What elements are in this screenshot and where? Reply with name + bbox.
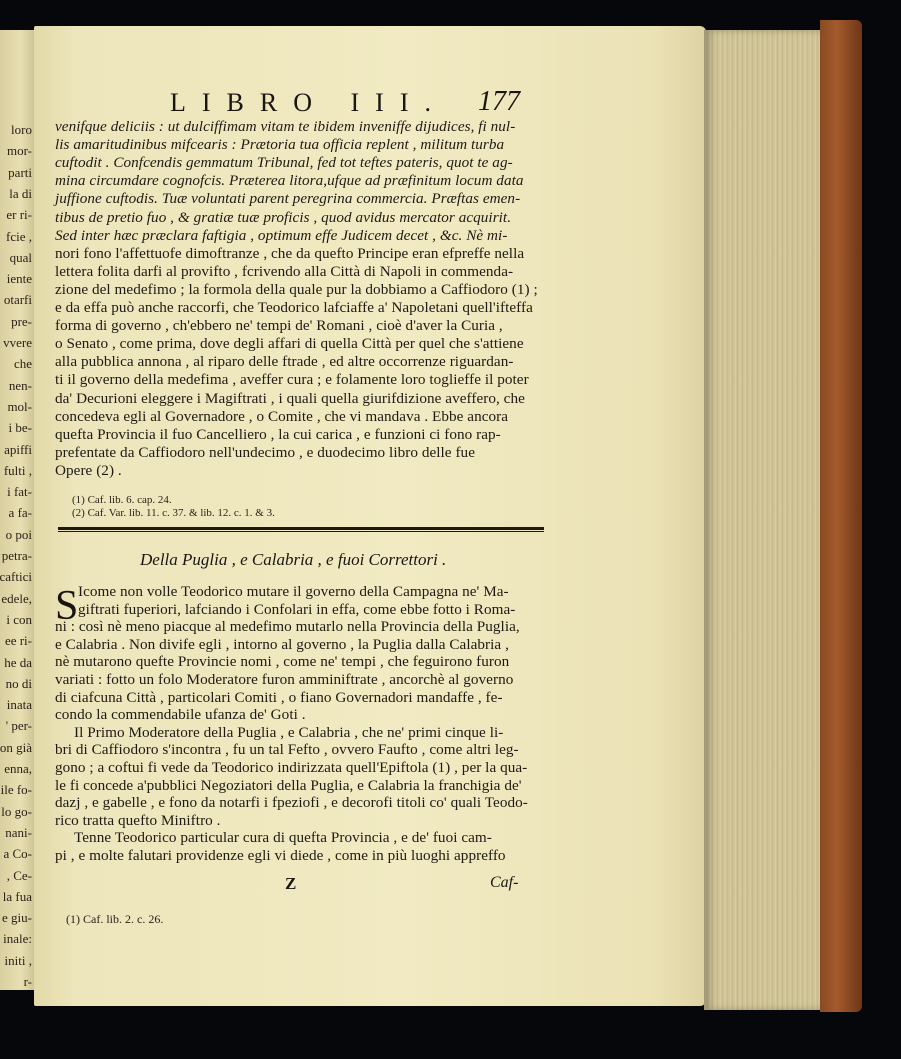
left-facing-page xyxy=(0,30,34,990)
text-line: Sed inter hæc præclara faftigia , optimum effe Judicem decet , &c. Nè mi- xyxy=(55,226,508,244)
section-rule xyxy=(58,527,544,530)
page-number: 177 xyxy=(478,86,520,117)
text-line: le fi concede a'pubblici Negoziatori della Puglia, e Calabria la franchigia de' xyxy=(55,776,522,794)
left-page-fragment: i con xyxy=(6,611,32,627)
page-edges xyxy=(704,30,824,1010)
left-page-fragment: , Ce- xyxy=(6,867,32,883)
text-line: o Senato , come prima, dove degli affari di quella Città per quel che s'attiene xyxy=(55,335,524,353)
text-line: bri di Caffiodoro s'incontra , fu un tal Fefto , ovvero Faufto , come altri leg- xyxy=(55,741,519,759)
left-page-fragment: la di xyxy=(9,185,32,201)
text-line: venifque deliciis : ut dulciffimam vitam te ibidem inveniffe dijudices, fi nul- xyxy=(55,118,516,135)
text-line: Il Primo Moderatore della Puglia , e Calabria , che ne' primi cinque li- xyxy=(74,723,504,741)
text-line: prefentate da Caffiodoro nell'undecimo , e duodecimo libro delle fue xyxy=(55,443,475,461)
text-line: giftrati fuperiori, lafciando i Confolari in effa, come ebbe fotto i Roma- xyxy=(78,600,516,618)
left-page-fragment: a fa- xyxy=(8,505,32,521)
text-line: pi , e molte falutari providenze egli vi diede , come in più luoghi appreffo xyxy=(55,847,506,864)
left-page-fragment: r- xyxy=(23,974,32,989)
text-line: tibus de pretio fuo , & gratiæ tuæ proficis , quod avidus mercator acquirit. xyxy=(55,208,512,226)
left-page-fragment: enna, xyxy=(4,761,32,776)
left-page-fragment: che xyxy=(13,356,32,372)
text-line: zione del medefimo ; la formola della quale pur la dobbiamo a Caffiodoro (1) ; xyxy=(55,280,538,298)
signature-mark: Z xyxy=(285,874,297,893)
left-page-fragment: mor- xyxy=(6,143,32,159)
left-page-fragment: mol- xyxy=(7,398,32,414)
text-line: e Calabria . Non divife egli , intorno al governo , la Puglia dalla Calabria , xyxy=(55,635,509,653)
footnote-bottom: (1) Caf. lib. 2. c. 26. xyxy=(66,912,164,926)
text-line: variati : fotto un folo Moderatore furon amminiftrate , ancorchè al governo xyxy=(55,671,514,688)
left-page-fragment: caftici xyxy=(0,569,32,585)
left-page-fragment: otarfi xyxy=(3,292,32,308)
text-line: lis amaritudinibus mifcearis : Prætoria tua officia replent , militum turba xyxy=(55,136,505,154)
text-line: rico tratta quefto Miniftro . xyxy=(55,811,221,829)
text-line: da' Decurioni eleggere i Magiftrati , i quali quella giurifdizione aveffero, che xyxy=(55,389,525,407)
footnote-2: (2) Caf. Var. lib. 11. c. 37. & lib. 12. c. 1. & 3. xyxy=(72,507,275,519)
section-heading: Della Puglia , e Calabria , e fuoi Correttori . xyxy=(140,550,447,569)
left-page-fragment: fulti , xyxy=(3,462,32,478)
left-page-fragment: ee ri- xyxy=(4,633,32,649)
text-line: nè mutarono quefte Provincie nomi , come ne' tempi , che feguirono furon xyxy=(55,653,510,671)
text-line: dazj , e gabelle , e fono da notarfi i fpeziofi , e decorofi titoli co' quali Teodo- xyxy=(55,794,528,812)
left-page-fragment: loro xyxy=(11,122,32,137)
book-cover xyxy=(820,20,862,1012)
left-page-fragment: inale: xyxy=(3,931,32,947)
text-line: juffione cuftodis. Tuæ voluntati parent peregrina commercia. Præftas emen- xyxy=(55,190,521,208)
left-page-fragment: vvere xyxy=(3,335,32,350)
left-page-fragment: i be- xyxy=(8,420,32,436)
drop-cap: S xyxy=(55,583,79,629)
catchword: Caf- xyxy=(490,874,519,891)
text-line: Icome non volle Teodorico mutare il governo della Campagna ne' Ma- xyxy=(78,583,509,600)
left-page-fragment: inata xyxy=(6,697,32,713)
left-page-fragment: iente xyxy=(6,271,32,287)
left-page-fragment: o poi xyxy=(5,526,32,542)
left-page-fragment: fcie , xyxy=(6,228,32,244)
left-page-fragment: ile fo- xyxy=(0,782,32,798)
left-page-fragment: initi , xyxy=(4,952,32,968)
left-page-fragment: ' per- xyxy=(5,718,32,734)
text-line: nori fono l'affettuofe dimoftranze , che da quefto Principe eran efpreffe nella xyxy=(55,244,525,262)
text-line: concedeva egli al Governadore , o Comite , che vi mandava . Ebbe ancora xyxy=(55,407,509,425)
text-line: ni : così nè meno piacque al medefimo mutarlo nella Provincia della Puglia, xyxy=(55,618,520,636)
left-page-fragment: lo go- xyxy=(1,803,32,819)
text-line: di ciafcuna Città , particolari Comiti , o fiano Governadori mandaffe , fe- xyxy=(55,688,503,706)
text-line: ti il governo della medefima , aveffer cura ; e folamente loro toglieffe il poter xyxy=(55,371,529,389)
left-page-fragment: i fat- xyxy=(7,484,32,500)
text-line: alla pubblica annona , al riparo delle ftrade , ed altre occorrenze riguardan- xyxy=(55,353,514,371)
left-page-fragment: pre- xyxy=(11,313,32,329)
text-line: Opere (2) . xyxy=(55,461,122,479)
left-page-fragment: er ri- xyxy=(6,207,32,223)
text-line: forma di governo , ch'ebbero ne' tempi de' Romani , cioè d'aver la Curia , xyxy=(55,317,503,335)
text-line: gono ; a coftui fi vede da Teodorico indirizzata quell'Epiftola (1) , per la qua- xyxy=(55,759,528,776)
left-page-fragment: qual xyxy=(9,249,32,265)
running-head: LIBRO III. xyxy=(170,88,447,117)
left-page-fragment: apiffi xyxy=(4,441,32,457)
text-line: e da effa può anche raccorfi, che Teodorico lafciaffe a' Napoletani quell'ifteffa xyxy=(55,299,533,316)
text-line: lettera folita darfi al provifto , fcrivendo alla Città di Napoli in commenda- xyxy=(55,262,514,280)
left-page-fragment: a Co- xyxy=(3,846,32,862)
text-line: condo la commendabile ufanza de' Goti . xyxy=(55,706,306,724)
left-page-fragment: nani- xyxy=(5,824,32,840)
left-page-fragment: no di xyxy=(5,675,32,691)
footnote-1: (1) Caf. lib. 6. cap. 24. xyxy=(72,494,172,506)
section-rule-thin xyxy=(58,531,544,532)
left-page-fragment: e giu- xyxy=(2,910,32,926)
text-line: quefta Provincia il fuo Cancelliero , la cui carica , e funzioni ci fono rap- xyxy=(55,425,501,443)
left-page-fragment: nen- xyxy=(8,377,32,393)
left-page-fragment: on già xyxy=(0,739,32,755)
text-line: mina circumdare cognofcis. Præterea litora,ufque ad præfinitum locum data xyxy=(55,172,524,190)
left-page-fragment: he da xyxy=(4,654,32,670)
left-page-fragment: petra- xyxy=(1,548,32,563)
text-line: Tenne Teodorico particular cura di quefta Provincia , e de' fuoi cam- xyxy=(74,829,492,847)
left-page-fragment: la fua xyxy=(2,888,32,904)
left-page-fragment: edele, xyxy=(1,590,32,606)
text-line: cuftodit . Confcendis gemmatum Tribunal, fed tot teftes pateris, quot te ag- xyxy=(55,154,513,172)
left-page-fragment: parti xyxy=(8,164,32,180)
